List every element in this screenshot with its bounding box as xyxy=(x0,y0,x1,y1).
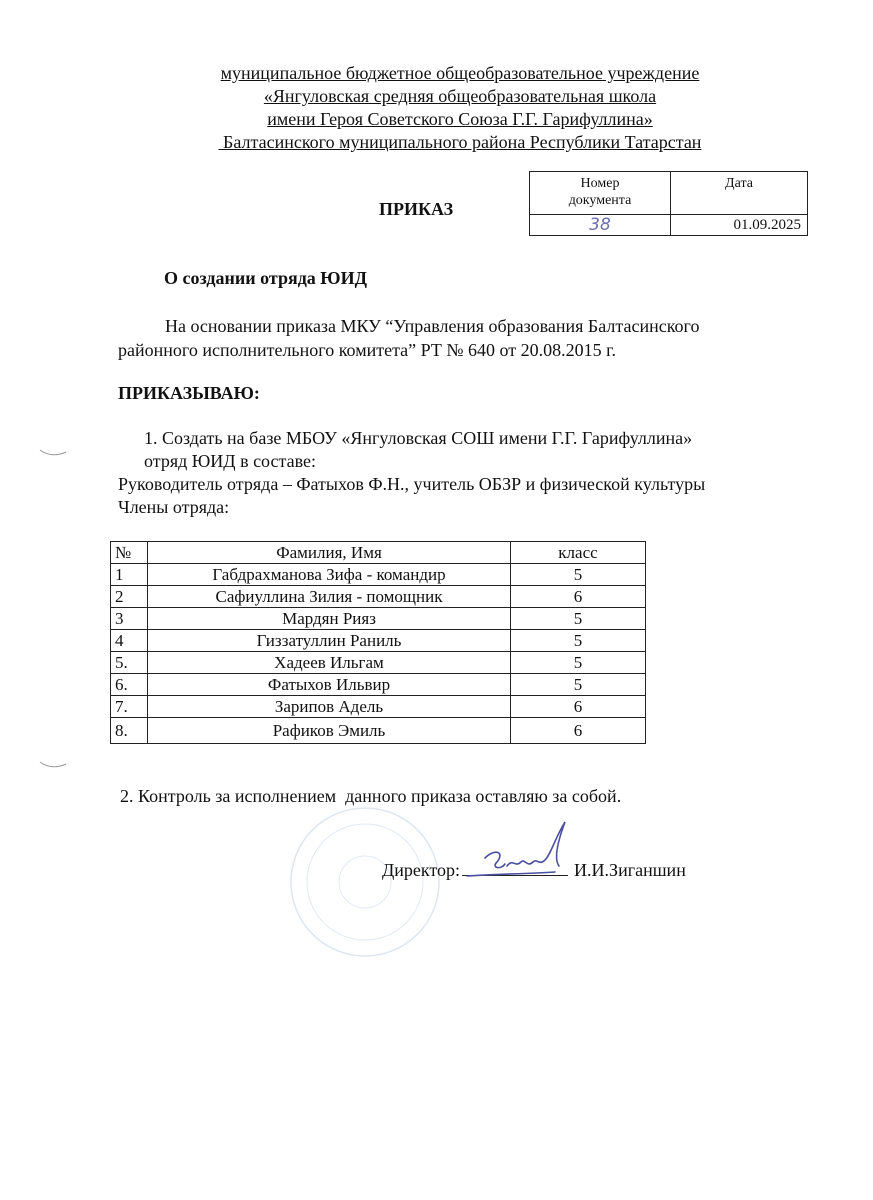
table-row: 6. Фатыхов Ильвир 5 xyxy=(111,674,646,696)
signatory-name: И.И.Зиганшин xyxy=(574,860,686,880)
col-header-name: Фамилия, Имя xyxy=(148,542,511,564)
table-row: 5. Хадеев Ильгам 5 xyxy=(111,652,646,674)
header-line-1: муниципальное бюджетное общеобразовательное учреждение xyxy=(220,63,700,83)
item1-line-2: отряд ЮИД в составе: xyxy=(144,451,316,471)
table-row: 1 Габдрахманова Зифа - командир 5 xyxy=(111,564,646,586)
doc-date-value: 01.09.2025 xyxy=(671,215,808,236)
table-row: 4 Гиззатуллин Раниль 5 xyxy=(111,630,646,652)
handwritten-signature xyxy=(455,818,585,888)
table-row: 3 Мардян Рияз 5 xyxy=(111,608,646,630)
table-row: 2 Сафиуллина Зилия - помощник 6 xyxy=(111,586,646,608)
col-header-class: класс xyxy=(511,542,646,564)
official-stamp xyxy=(285,802,445,962)
order-item-1 xyxy=(118,427,818,519)
doc-number-value: 38 xyxy=(530,215,671,236)
table-row: 7. Зарипов Адель 6 xyxy=(111,696,646,718)
col-header-number: № xyxy=(111,542,148,564)
item1-line-1: 1. Создать на базе МБОУ «Янгуловская СОШ имени Г.Г. Гарифуллина» xyxy=(144,428,693,448)
basis-paragraph xyxy=(118,314,808,362)
doc-date-header: Дата xyxy=(671,172,808,215)
scan-mark xyxy=(38,758,68,772)
doc-number-header: Номер документа xyxy=(530,172,671,215)
document-number-table xyxy=(529,171,808,236)
institution-header xyxy=(100,62,820,154)
header-line-4: Балтасинского муниципального района Республики Татарстан xyxy=(218,132,702,152)
members-table-header xyxy=(111,542,646,564)
leader-line: Руководитель отряда – Фатыхов Ф.Н., учитель ОБЗР и физической культуры xyxy=(118,474,706,494)
order-word: ПРИКАЗЫВАЮ: xyxy=(118,383,260,403)
scan-mark xyxy=(38,446,68,460)
members-table xyxy=(110,541,646,744)
order-item-2: 2. Контроль за исполнением данного приказа оставляю за собой. xyxy=(120,786,622,806)
document-title: ПРИКАЗ xyxy=(379,199,454,219)
basis-line-1: На основании приказа МКУ “Управления образования Балтасинского xyxy=(165,316,700,336)
table-row: 8. Рафиков Эмиль 6 xyxy=(111,718,646,744)
basis-line-2: районного исполнительного комитета” РТ № 640 от 20.08.2015 г. xyxy=(118,340,617,360)
members-label: Члены отряда: xyxy=(118,497,230,517)
document-subject: О создании отряда ЮИД xyxy=(164,268,367,288)
signature-title: Директор: xyxy=(382,860,461,880)
header-line-2: «Янгуловская средняя общеобразовательная школа xyxy=(263,86,657,106)
header-line-3: имени Героя Советского Союза Г.Г. Гарифуллина» xyxy=(267,109,653,129)
